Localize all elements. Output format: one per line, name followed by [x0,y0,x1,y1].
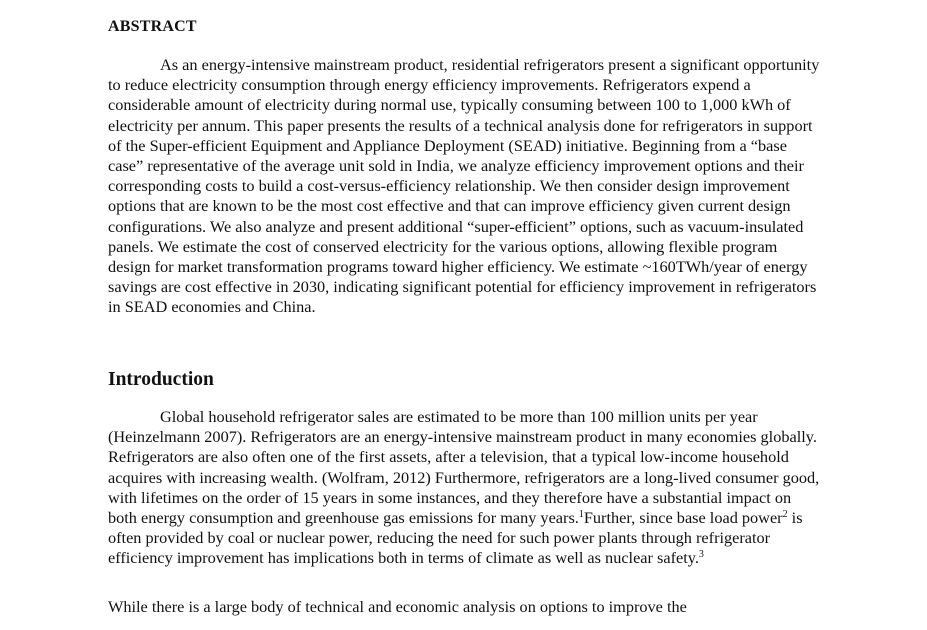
introduction-paragraph [108,407,820,569]
abstract-paragraph: As an energy-intensive mainstream product, residential refrigerators present a significant opportunity to reduce electricity consumption through energy efficiency improvements. Refrigerators expend a considerable amount of electricity during normal use, typically consuming between 100 to 1,000 kWh of electricity per annum. This paper presents the results of a technical analysis done for refrigerators in support of the Super-efficient Equipment and Appliance Deployment (SEAD) initiative. Beginning from a “base case” representative of the average unit sold in India, we analyze efficiency improvement options and their corresponding costs to build a cost-versus-efficiency relationship. We then consider design improvement options that are known to be the most cost effective and that can improve efficiency given current design configurations. We also analyze and present additional “super-efficient” options, such as vacuum-insulated panels. We estimate the cost of conserved electricity for the various options, allowing flexible program design for market transformation programs toward higher efficiency. We estimate ~160TWh/year of energy savings are cost effective in 2030, indicating significant potential for efficiency improvement in refrigerators in SEAD economies and China. [108,55,820,317]
introduction-heading: Introduction [108,369,214,390]
footnote-marker-2: 2 [782,509,788,521]
footnote-marker-3: 3 [698,549,704,561]
abstract-heading: ABSTRACT [108,18,197,35]
introduction-paragraph-2: While there is a large body of technical and economic analysis on options to improve the [108,597,687,616]
introduction-text-part-3: is often provided by coal or nuclear power, reducing the need for such power plants through refrigerator efficiency improvement has implications both in terms of climate as well as nuclear safety. [108,508,803,568]
introduction-text-part-1: Global household refrigerator sales are estimated to be more than 100 million units per year (Heinzelmann 2007). Refrigerators are an energy-intensive mainstream product in many economies globally. Refrigerators are also often one of the first assets, after a television, that a typical low-income household acquires with increasing wealth. (Wolfram, 2012) Furthermore, refrigerators are a long-lived consumer good, with lifetimes on the order of 15 years in some instances, and they therefore have a substantial impact on both energy consumption and greenhouse gas emissions for many years. [108,407,820,528]
footnote-marker-1: 1 [578,509,584,521]
introduction-text-part-2: Further, since base load power [583,508,783,528]
